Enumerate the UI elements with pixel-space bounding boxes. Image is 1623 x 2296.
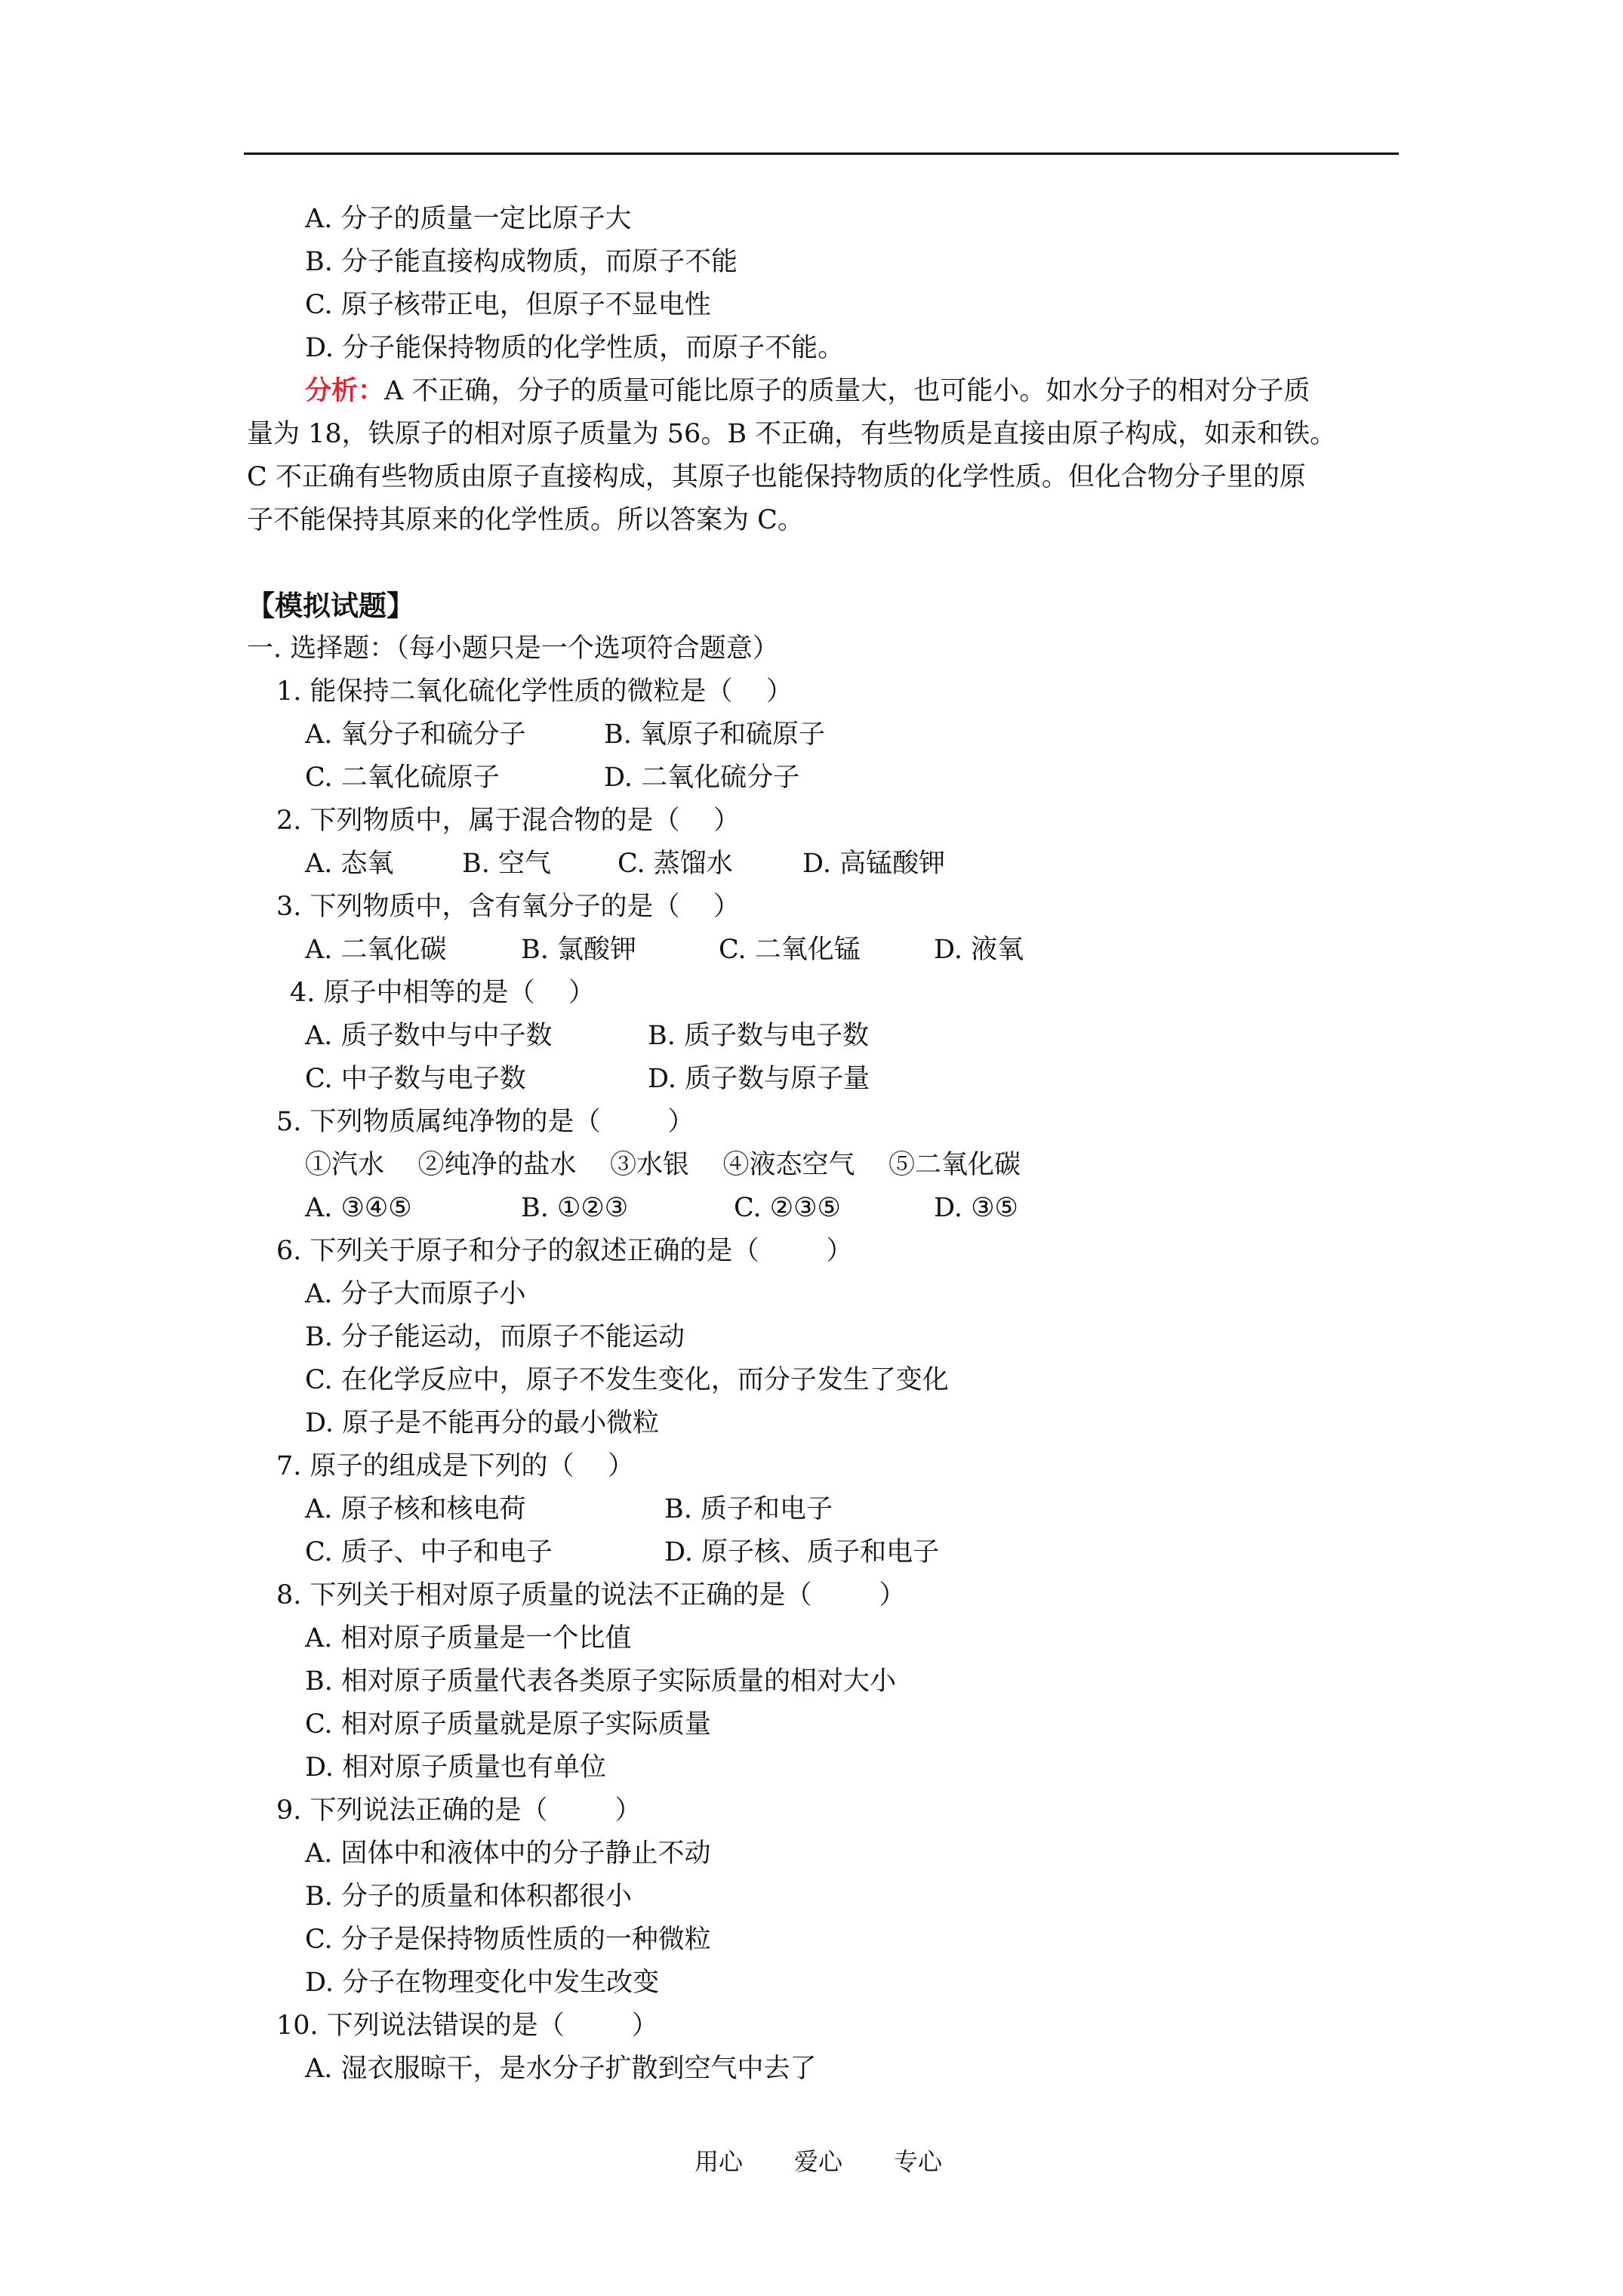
analysis-text-1: A 不正确，分子的质量可能比原子的质量大，也可能小。如水分子的相对分子质 bbox=[384, 376, 1310, 406]
question-8-option-b: B. 相对原子质量代表各类原子实际质量的相对大小 bbox=[305, 1666, 896, 1697]
question-2-option-d: D. 高锰酸钾 bbox=[802, 849, 946, 879]
question-4-option-b: B. 质子数与电子数 bbox=[648, 1021, 869, 1051]
question-7-option-b: B. 质子和电子 bbox=[664, 1494, 833, 1524]
question-1-option-c: C. 二氧化硫原子 bbox=[305, 763, 500, 793]
analysis-label: 分析： bbox=[305, 375, 385, 406]
question-6-option-a: A. 分子大而原子小 bbox=[305, 1279, 526, 1309]
question-2-option-c: C. 蒸馏水 bbox=[617, 849, 733, 879]
question-9-stem: 9. 下列说法正确的是（ ） bbox=[276, 1795, 642, 1826]
question-8-option-a: A. 相对原子质量是一个比值 bbox=[305, 1623, 632, 1653]
footer-text-1: 用心 bbox=[694, 2147, 744, 2176]
analysis-line-4: 子不能保持其原来的化学性质。所以答案为 C。 bbox=[247, 505, 804, 535]
question-8-stem: 8. 下列关于相对原子质量的说法不正确的是（ ） bbox=[276, 1580, 906, 1610]
analysis-line-2: 量为 18，铁原子的相对原子质量为 56。B 不正确，有些物质是直接由原子构成，如汞和铁。 bbox=[247, 419, 1337, 449]
question-8-option-d: D. 相对原子质量也有单位 bbox=[305, 1752, 607, 1783]
intro-option-b: B. 分子能直接构成物质，而原子不能 bbox=[305, 247, 738, 277]
question-1-stem: 1. 能保持二氧化硫化学性质的微粒是（ ） bbox=[276, 676, 793, 707]
question-5-items: ①汽水 ②纯净的盐水 ③水银 ④液态空气 ⑤二氧化碳 bbox=[305, 1150, 1021, 1180]
question-2-option-b: B. 空气 bbox=[462, 849, 551, 879]
question-7-option-a: A. 原子核和核电荷 bbox=[305, 1494, 526, 1524]
question-5-option-b: B. ①②③ bbox=[521, 1193, 629, 1223]
question-3-option-c: C. 二氧化锰 bbox=[719, 935, 861, 965]
question-10-stem: 10. 下列说法错误的是（ ） bbox=[276, 2011, 658, 2041]
question-6-option-c: C. 在化学反应中，原子不发生变化，而分子发生了变化 bbox=[305, 1365, 949, 1395]
question-7-option-d: D. 原子核、质子和电子 bbox=[664, 1537, 940, 1567]
question-6-option-b: B. 分子能运动，而原子不能运动 bbox=[305, 1322, 685, 1352]
analysis-line-1 bbox=[305, 374, 1310, 408]
question-3-stem: 3. 下列物质中，含有氧分子的是（ ） bbox=[276, 892, 741, 922]
footer-text-3: 专心 bbox=[894, 2147, 943, 2176]
question-3-option-d: D. 液氧 bbox=[934, 935, 1024, 965]
question-6-stem: 6. 下列关于原子和分子的叙述正确的是（ ） bbox=[276, 1236, 853, 1266]
question-4-option-d: D. 质子数与原子量 bbox=[648, 1064, 870, 1094]
question-9-option-c: C. 分子是保持物质性质的一种微粒 bbox=[305, 1925, 711, 1955]
part-title: 一. 选择题：（每小题只是一个选项符合题意） bbox=[247, 633, 779, 664]
question-10-option-a: A. 湿衣服晾干，是水分子扩散到空气中去了 bbox=[305, 2054, 817, 2084]
question-9-option-a: A. 固体中和液体中的分子静止不动 bbox=[305, 1838, 711, 1869]
question-1-option-b: B. 氧原子和硫原子 bbox=[604, 720, 825, 750]
question-1-option-a: A. 氧分子和硫分子 bbox=[305, 720, 526, 750]
section-title: 【模拟试题】 bbox=[247, 589, 414, 622]
question-8-option-c: C. 相对原子质量就是原子实际质量 bbox=[305, 1709, 711, 1740]
question-4-option-a: A. 质子数中与中子数 bbox=[305, 1021, 553, 1051]
question-3-option-a: A. 二氧化碳 bbox=[305, 935, 447, 965]
intro-option-d: D. 分子能保持物质的化学性质，而原子不能。 bbox=[305, 333, 845, 363]
question-4-stem: 4. 原子中相等的是（ ） bbox=[290, 978, 596, 1008]
question-5-option-d: D. ③⑤ bbox=[934, 1193, 1018, 1223]
question-5-option-c: C. ②③⑤ bbox=[734, 1193, 841, 1223]
analysis-line-3: C 不正确有些物质由原子直接构成，其原子也能保持物质的化学性质。但化合物分子里的原 bbox=[247, 462, 1306, 492]
header-rule bbox=[244, 153, 1399, 155]
question-6-option-d: D. 原子是不能再分的最小微粒 bbox=[305, 1408, 660, 1438]
intro-option-a: A. 分子的质量一定比原子大 bbox=[305, 204, 632, 234]
question-2-stem: 2. 下列物质中，属于混合物的是（ ） bbox=[276, 806, 741, 836]
intro-option-c: C. 原子核带正电，但原子不显电性 bbox=[305, 290, 711, 320]
question-9-option-b: B. 分子的质量和体积都很小 bbox=[305, 1881, 632, 1912]
question-7-stem: 7. 原子的组成是下列的（ ） bbox=[276, 1451, 635, 1481]
question-5-stem: 5. 下列物质属纯净物的是（ ） bbox=[276, 1107, 694, 1137]
question-4-option-c: C. 中子数与电子数 bbox=[305, 1064, 526, 1094]
question-5-option-a: A. ③④⑤ bbox=[305, 1193, 412, 1223]
question-3-option-b: B. 氯酸钾 bbox=[521, 935, 636, 965]
question-1-option-d: D. 二氧化硫分子 bbox=[604, 763, 800, 793]
footer-text-2: 爱心 bbox=[794, 2147, 843, 2176]
question-9-option-d: D. 分子在物理变化中发生改变 bbox=[305, 1968, 660, 1998]
question-7-option-c: C. 质子、中子和电子 bbox=[305, 1537, 553, 1567]
question-2-option-a: A. 态氧 bbox=[305, 849, 394, 879]
